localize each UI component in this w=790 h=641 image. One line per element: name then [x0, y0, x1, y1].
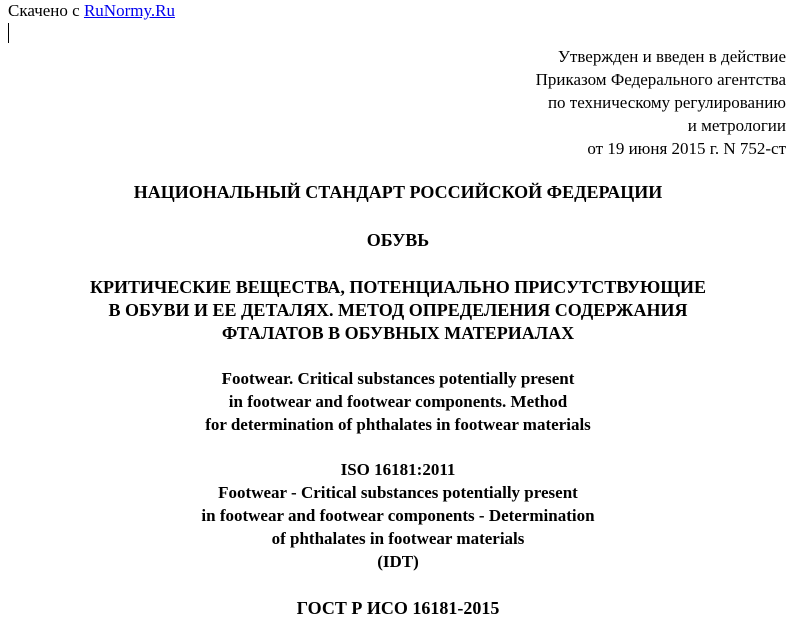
iso-reference — [0, 458, 790, 573]
english-title — [0, 367, 790, 436]
iso-code: ISO 16181:2011 — [340, 460, 456, 479]
category-heading — [0, 229, 790, 252]
iso-title-line: of phthalates in footwear materials — [271, 529, 525, 548]
iso-title-line: Footwear - Critical substances potentially present — [218, 483, 578, 502]
approval-line: по техническому регулированию — [547, 93, 786, 112]
english-title-line: in footwear and footwear components. Method — [228, 392, 568, 411]
approval-line: Утвержден и введен в действие — [557, 47, 786, 66]
approval-line: Приказом Федерального агентства — [535, 70, 786, 89]
standard-type-text: НАЦИОНАЛЬНЫЙ СТАНДАРТ РОССИЙСКОЙ ФЕДЕРАЦИИ — [133, 182, 663, 202]
russian-title-line: В ОБУВИ И ЕЕ ДЕТАЛЯХ. МЕТОД ОПРЕДЕЛЕНИЯ СОДЕРЖАНИЯ — [108, 300, 688, 320]
category-text: ОБУВЬ — [366, 230, 430, 250]
download-source-line — [8, 1, 175, 21]
text-cursor — [8, 23, 9, 43]
standard-type-heading — [0, 181, 790, 204]
source-prefix: Скачено с — [8, 1, 84, 20]
approval-date-line: от 19 июня 2015 г. N 752-ст — [587, 139, 786, 158]
russian-title-line: ФТАЛАТОВ В ОБУВНЫХ МАТЕРИАЛАХ — [221, 323, 575, 343]
gost-code-heading — [0, 597, 790, 620]
approval-line: и метрологии — [687, 116, 786, 135]
iso-equivalence: (IDT) — [377, 552, 419, 571]
english-title-line: for determination of phthalates in footwear materials — [205, 415, 591, 434]
runormy-link[interactable]: RuNormy.Ru — [83, 1, 175, 20]
iso-title-line: in footwear and footwear components - Determination — [201, 506, 595, 525]
russian-title-line: КРИТИЧЕСКИЕ ВЕЩЕСТВА, ПОТЕНЦИАЛЬНО ПРИСУТСТВУЮЩИЕ — [89, 277, 707, 297]
russian-title — [0, 276, 790, 345]
gost-code-text: ГОСТ Р ИСО 16181-2015 — [296, 598, 500, 618]
english-title-line: Footwear. Critical substances potentially present — [221, 369, 575, 388]
approval-block — [536, 45, 786, 160]
